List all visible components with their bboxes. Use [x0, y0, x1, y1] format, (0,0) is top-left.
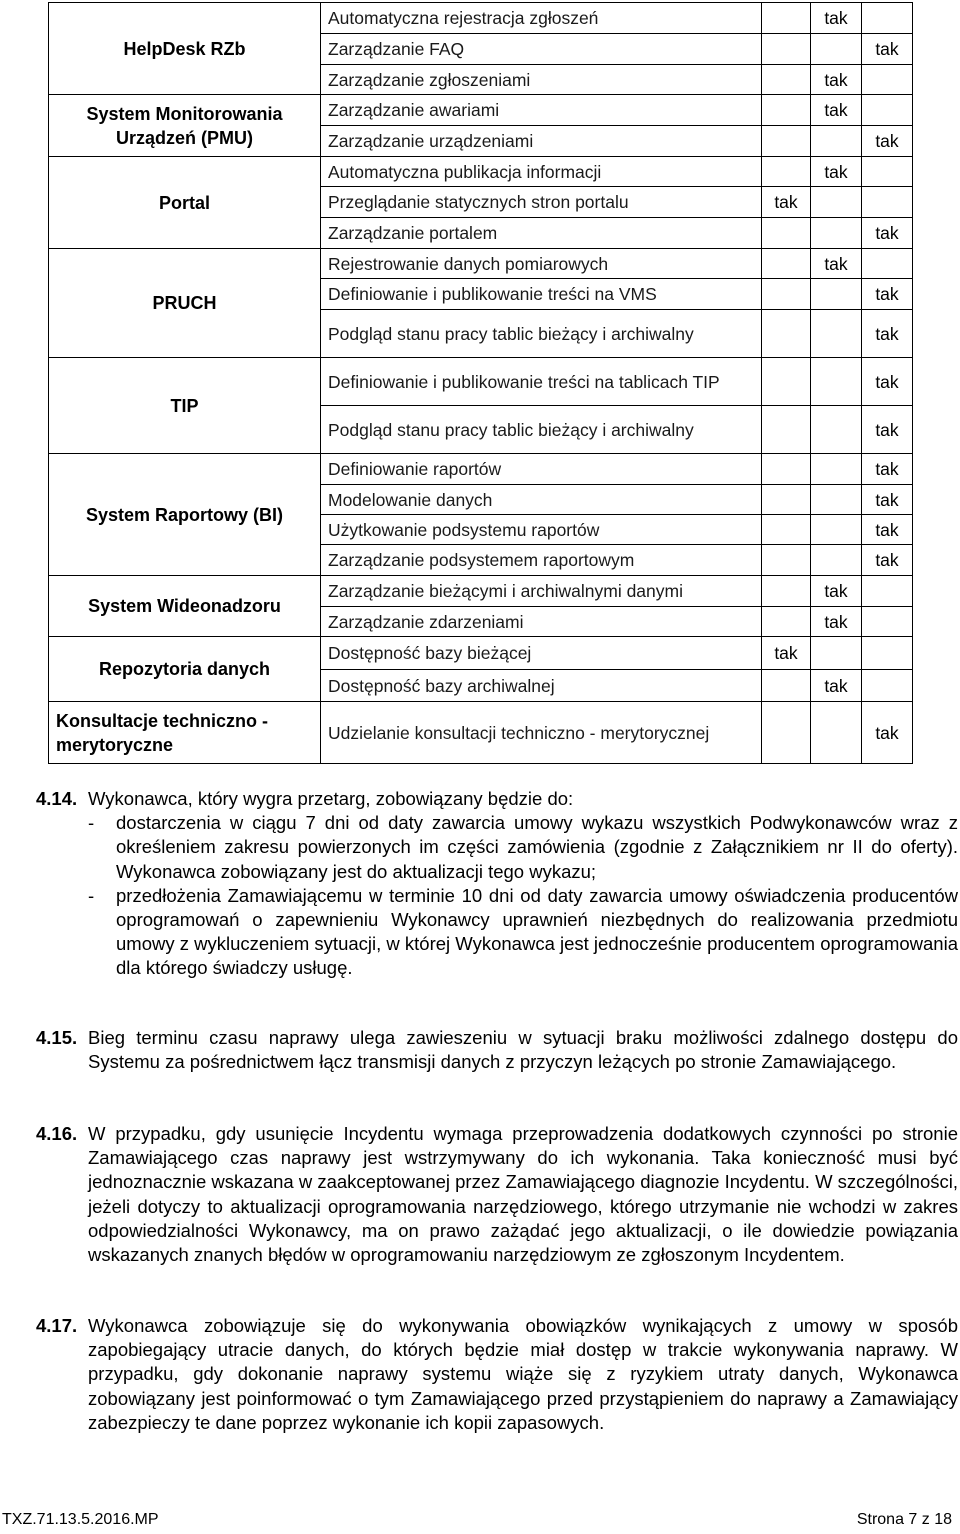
system-name: System Wideonadzoru	[49, 576, 321, 637]
function-name: Zarządzanie zgłoszeniami	[321, 65, 762, 95]
system-name: Portal	[49, 157, 321, 249]
section-number: 4.17.	[36, 1315, 78, 1336]
mark: tak	[811, 249, 862, 279]
function-name: Definiowanie raportów	[321, 454, 762, 485]
bullet-text: przedłożenia Zamawiającemu w terminie 10 dni od daty zawarcia umowy oświadczenia producentów oprogramowań o zapewnieniu Wykonawcy uprawnień niezbędnych do realizowania przedmiotu umowy z wykluczeniem sytuacji, w której Wykonawca jest jednocześnie producentem oprogramowania dla którego świadczy usługę.	[116, 884, 958, 979]
section-4-14	[36, 787, 958, 981]
bullet-item	[88, 884, 958, 981]
mark: tak	[862, 545, 913, 576]
function-name: Przeglądanie statycznych stron portalu	[321, 187, 762, 218]
mark: tak	[811, 95, 862, 126]
mark: tak	[862, 702, 913, 764]
system-name: Repozytoria danych	[49, 637, 321, 702]
mark: tak	[862, 406, 913, 454]
function-name: Zarządzanie urządzeniami	[321, 126, 762, 157]
section-4-15	[36, 1026, 958, 1074]
function-name: Podgląd stanu pracy tablic bieżący i archiwalny	[321, 406, 762, 454]
page-number: Strona 7 z 18	[856, 1511, 952, 1528]
system-name: System Raportowy (BI)	[49, 454, 321, 576]
mark: tak	[811, 670, 862, 702]
mark: tak	[811, 3, 862, 34]
bullet-dash: -	[88, 812, 95, 834]
section-text: W przypadku, gdy usunięcie Incydentu wymaga przeprowadzenia dodatkowych czynności po stronie Zamawiającego czas naprawy jest wstrzymywany do ich wykonania. Taka konieczność musi być jednoznacznie wskazana w zaakceptowanej przez Zamawiającego diagnozie Incydentu. W szczególności, jeżeli dotyczy to aktualizacji oprogramowania narzędziowego, którego utrzymanie nie wchodzi w zakres odpowiedzialności Wykonawcy, ma on prawo zażądać jego aktualizacji, o ile dowiedzie powiązania wskazanych znanych błędów w oprogramowaniu narzędziowym ze zgłoszonym Incydentem.	[88, 1123, 958, 1266]
function-name: Zarządzanie podsystemem raportowym	[321, 545, 762, 576]
function-name: Automatyczna rejestracja zgłoszeń	[321, 3, 762, 34]
mark: tak	[862, 485, 913, 515]
mark: tak	[862, 454, 913, 485]
function-name: Użytkowanie podsystemu raportów	[321, 515, 762, 545]
system-name: PRUCH	[49, 249, 321, 358]
function-name: Udzielanie konsultacji techniczno - merytorycznej	[321, 702, 762, 764]
system-name: System Monitorowania Urządzeń (PMU)	[49, 95, 321, 157]
section-text: Wykonawca zobowiązuje się do wykonywania obowiązków wynikających z umowy w sposób zapobiegający utracie danych, do których będzie miał dostęp w trakcie wykonywania naprawy. W przypadku, gdy dokonanie naprawy systemu wiąże się z ryzykiem utraty danych, Wykonawca zobowiązany jest poinformować o tym Zamawiającego przed przystąpieniem do naprawy a Zamawiający zabezpieczy te dane poprzez wykonanie ich kopii zapasowych.	[88, 1315, 958, 1433]
function-name: Automatyczna publikacja informacji	[321, 157, 762, 187]
bullet-text: dostarczenia w ciągu 7 dni od daty zawarcia umowy wykazu wszystkich Podwykonawców wraz z określeniem zakresu powierzonych im części zamówienia (zgodnie z Załącznikiem nr II do oferty). Wykonawca zobowiązany jest do aktualizacji tego wykazu;	[116, 812, 958, 882]
mark: tak	[762, 187, 811, 218]
function-name: Zarządzanie zdarzeniami	[321, 607, 762, 637]
function-name: Modelowanie danych	[321, 485, 762, 515]
function-name: Zarządzanie portalem	[321, 218, 762, 249]
system-name: Konsultacje techniczno - merytoryczne	[49, 702, 321, 764]
mark: tak	[862, 515, 913, 545]
system-name: TIP	[49, 358, 321, 454]
mark: tak	[862, 358, 913, 406]
function-name: Dostępność bazy bieżącej	[321, 637, 762, 670]
section-number: 4.14.	[36, 788, 78, 809]
function-name: Rejestrowanie danych pomiarowych	[321, 249, 762, 279]
section-text: Bieg terminu czasu naprawy ulega zawieszeniu w sytuacji braku możliwości zdalnego dostępu do Systemu za pośrednictwem łącz transmisji danych z przyczyn leżących po stronie Zamawiającego.	[88, 1027, 958, 1073]
mark: tak	[811, 157, 862, 187]
mark: tak	[811, 576, 862, 607]
mark: tak	[862, 310, 913, 358]
mark: tak	[862, 126, 913, 157]
section-number: 4.15.	[36, 1027, 78, 1048]
mark: tak	[762, 637, 811, 670]
section-4-17	[36, 1314, 958, 1435]
function-name: Zarządzanie awariami	[321, 95, 762, 126]
function-name: Zarządzanie bieżącymi i archiwalnymi danymi	[321, 576, 762, 607]
function-name: Zarządzanie FAQ	[321, 34, 762, 65]
mark: tak	[811, 607, 862, 637]
section-4-16	[36, 1122, 958, 1267]
document-id: TXZ.71.13.5.2016.MP	[2, 1511, 159, 1528]
section-intro: Wykonawca, który wygra przetarg, zobowiązany będzie do:	[88, 788, 574, 809]
bullet-item	[88, 811, 958, 884]
mark: tak	[862, 34, 913, 65]
function-name: Definiowanie i publikowanie treści na VMS	[321, 279, 762, 310]
mark: tak	[811, 65, 862, 95]
mark: tak	[862, 279, 913, 310]
section-number: 4.16.	[36, 1123, 78, 1144]
function-name: Definiowanie i publikowanie treści na tablicach TIP	[321, 358, 762, 406]
service-matrix-table	[48, 2, 913, 764]
mark: tak	[862, 218, 913, 249]
bullet-dash: -	[88, 884, 95, 906]
function-name: Podgląd stanu pracy tablic bieżący i archiwalny	[321, 310, 762, 358]
function-name: Dostępność bazy archiwalnej	[321, 670, 762, 702]
system-name: HelpDesk RZb	[49, 3, 321, 95]
